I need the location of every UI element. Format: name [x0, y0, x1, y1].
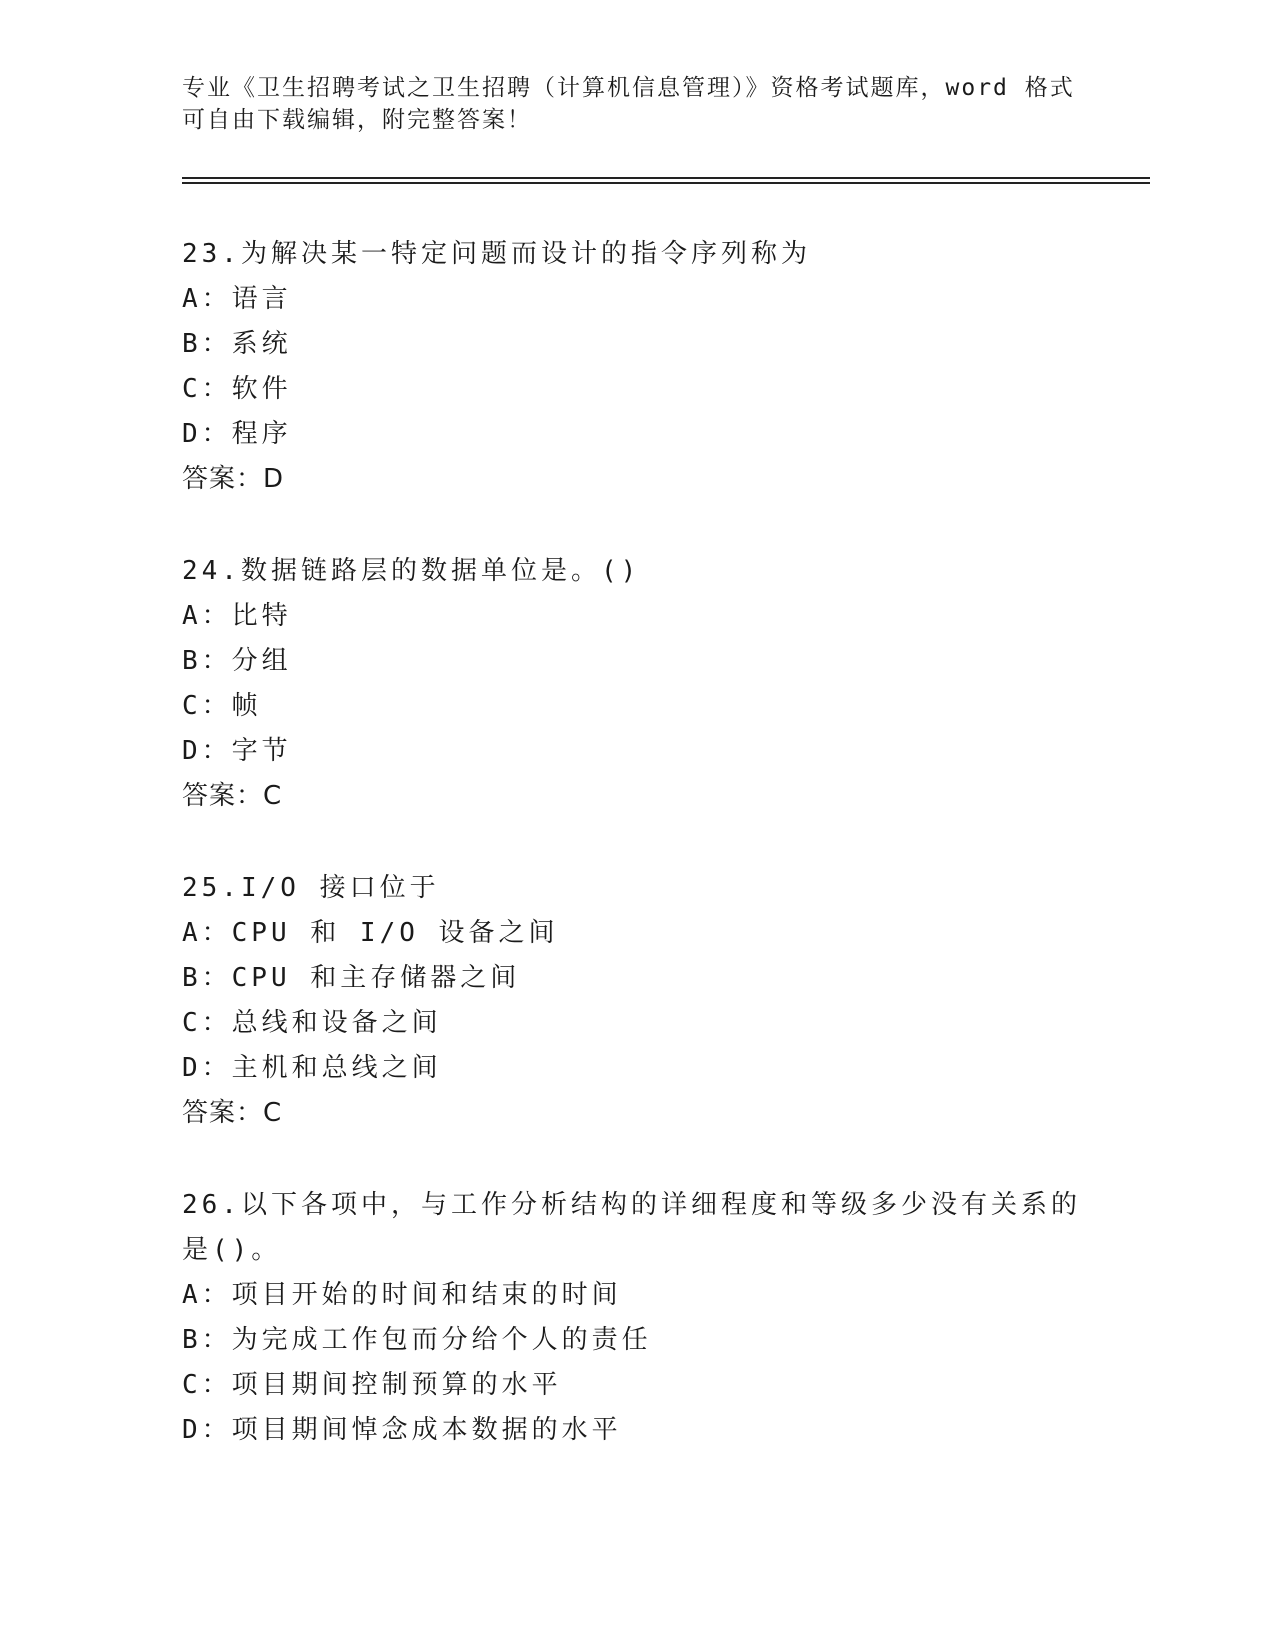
option-d: D：主机和总线之间 — [182, 1053, 442, 1083]
option-c: C：帧 — [182, 691, 262, 721]
header-divider-bottom — [182, 182, 1150, 184]
option-a: A：语言 — [182, 284, 292, 314]
question-list — [182, 232, 1082, 1500]
question-25 — [182, 866, 1082, 1136]
option-a: A：CPU 和 I/O 设备之间 — [182, 918, 559, 948]
question-24 — [182, 549, 1082, 819]
header-divider-top — [182, 177, 1150, 179]
header-line-1: 专业《卫生招聘考试之卫生招聘（计算机信息管理）》资格考试题库，word 格式 — [182, 75, 1075, 101]
header-line-2: 可自由下载编辑，附完整答案！ — [182, 107, 532, 133]
question-26 — [182, 1183, 1082, 1453]
option-b: B：为完成工作包而分给个人的责任 — [182, 1325, 652, 1355]
question-stem: 24.数据链路层的数据单位是。() — [182, 556, 641, 586]
option-c: C：项目期间控制预算的水平 — [182, 1370, 562, 1400]
option-d: D：字节 — [182, 736, 292, 766]
question-stem: 23.为解决某一特定问题而设计的指令序列称为 — [182, 239, 811, 269]
option-b: B：分组 — [182, 646, 292, 676]
answer-line: 答案：C — [182, 1098, 283, 1128]
document-header — [182, 72, 1075, 136]
answer-line: 答案：D — [182, 464, 285, 494]
option-b: B：CPU 和主存储器之间 — [182, 963, 521, 993]
option-d: D：项目期间悼念成本数据的水平 — [182, 1415, 622, 1445]
option-a: A：比特 — [182, 601, 292, 631]
option-c: C：总线和设备之间 — [182, 1008, 442, 1038]
answer-line: 答案：C — [182, 781, 283, 811]
option-c: C：软件 — [182, 374, 292, 404]
question-23 — [182, 232, 1082, 502]
option-a: A：项目开始的时间和结束的时间 — [182, 1280, 622, 1310]
option-b: B：系统 — [182, 329, 292, 359]
question-stem: 26.以下各项中，与工作分析结构的详细程度和等级多少没有关系的是()。 — [182, 1190, 1081, 1265]
question-stem: 25.I/O 接口位于 — [182, 873, 440, 903]
option-d: D：程序 — [182, 419, 292, 449]
